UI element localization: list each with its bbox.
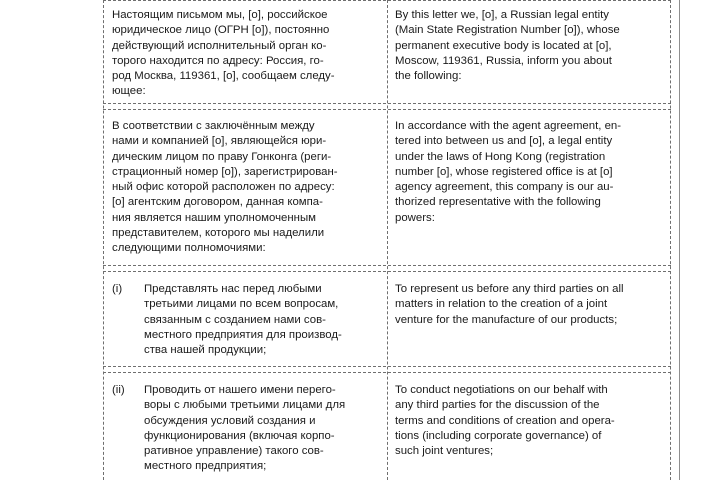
page-edge [679,0,680,480]
row-divider [103,372,671,373]
row-3-russian-text: Представлять нас перед любыми третьими лицами по всем вопросам, связанным с созданием нами сов- местного предприятия для производ- ства нашей продукции; [144,283,342,357]
row-1-russian-text: Настоящим письмом мы, [o], российское юридическое лицо (ОГРН [o]), постоянно действующий исполнительный орган ко- торого находится по адресу: Россия, го- род Москва, 119361, [o], сообщаем следу- ющее: [112,9,335,98]
row-4-russian-text: Проводить от нашего имени перего- воры с любыми третьими лицами для обсуждения условий создания и функционирования (включая корпо- ративное управление) такого сов- местного предприятия; [144,384,346,473]
row-1-english-text: By this letter we, [o], a Russian legal entity (Main State Registration Number [o]), whose permanent executive body is located at [o], Moscow, 119361, Russia, inform you about the following: [395,9,620,83]
table-border-right [670,0,671,480]
table-border-top [103,0,671,1]
bilingual-table [103,0,671,480]
row-3-english-text: To represent us before any third parties on all matters in relation to the creation of a joint venture for the manufacture of our products; [395,283,624,326]
row-divider [103,109,671,110]
row-2-english-text: In accordance with the agent agreement, en- tered into between us and [o], a legal entity under the laws of Hong Kong (registration number [o], whose registered office is at [o] agency agreement, this company is our au- thorized representative with the following powers: [395,120,622,224]
row-divider [103,103,671,104]
table-column-divider [387,0,388,480]
row-divider [103,271,671,272]
table-border-left [103,0,104,480]
row-4-english-text: To conduct negotiations on our behalf with any third parties for the discussion of the terms and conditions of creation and opera- tions (including corporate governance) of such joint ventures; [395,384,615,458]
row-4-item-number: (ii) [112,384,125,396]
row-divider [103,366,671,367]
row-3-item-number: (i) [112,283,123,295]
row-divider [103,265,671,266]
row-2-russian-text: В соответствии с заключённым между нами и компанией [o], являющейся юри- дическим лицом по праву Гонконга (реги- страционный номер [o]), зарегистрирован- ный офис которой расположен по адресу: [o] агентским договором, данная компа- ния является нашим уполномоченным представителем, которого мы наделили следующими полномочиями: [112,120,338,255]
